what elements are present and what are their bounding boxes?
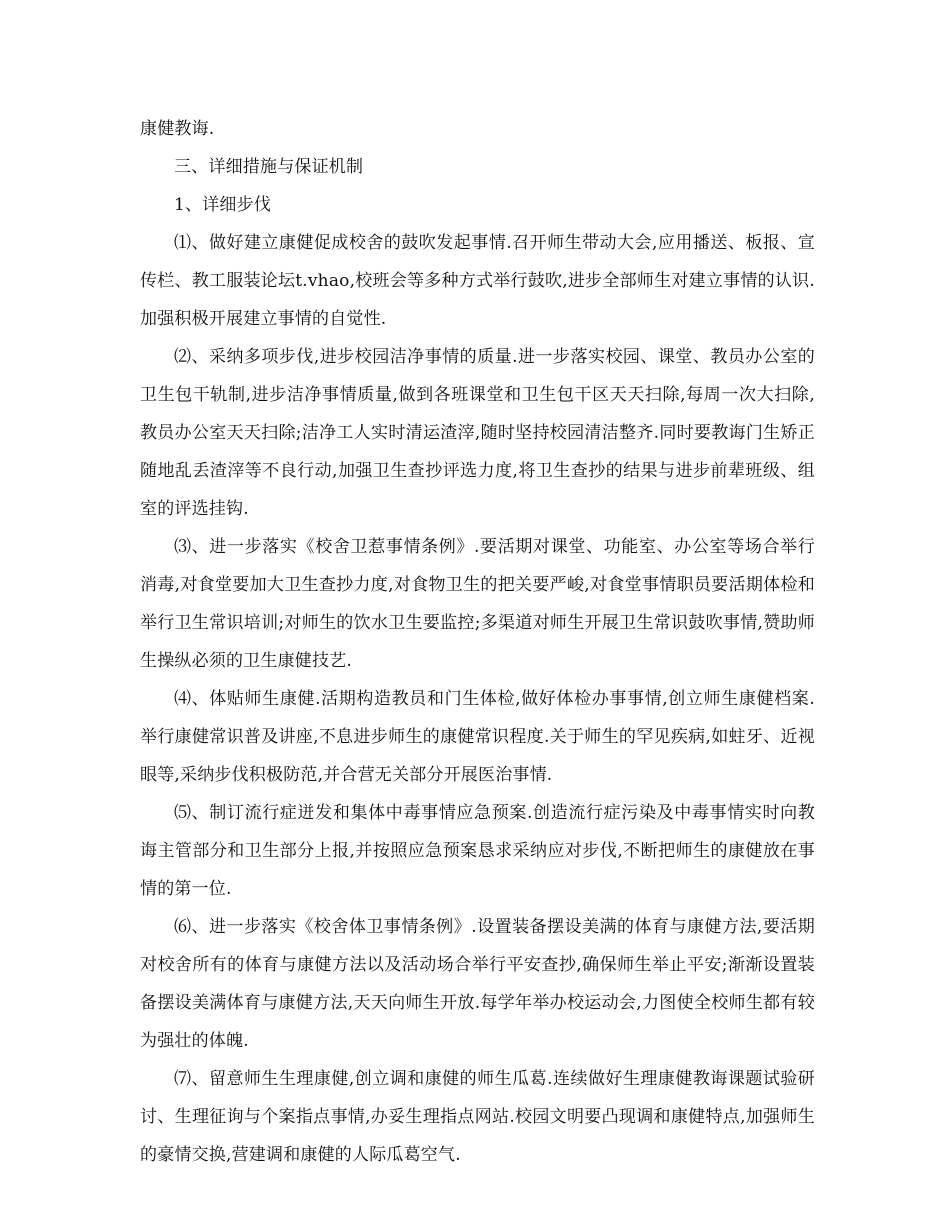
subsection-heading: 1、详细步伐 bbox=[174, 195, 272, 215]
paragraph-item-7: ⑺、留意师生生理康健,创立调和康健的师生瓜葛.连续做好生理康健教诲课题试验研讨、生理征询与个案指点事情,办妥生理指点网站.校园文明要凸现调和康健特点,加强师生的豪情交换,营建调和康健的人际瓜葛空气. bbox=[140, 1069, 815, 1165]
paragraph-item-2: ⑵、采纳多项步伐,进步校园洁净事情的质量.进一步落实校园、课堂、教员办公室的卫生包干轨制,进步洁净事情质量,做到各班课堂和卫生包干区天天扫除,每周一次大扫除,教员办公室天天扫除;洁净工人实时清运渣滓,随时坚持校园清洁整齐.同时要教诲门生矫正随地乱丢渣滓等不良行动,加强卫生查抄评选力度,将卫生查抄的结果与进步前辈班级、组室的评选挂钩. bbox=[140, 347, 815, 519]
paragraph-item-3: ⑶、进一步落实《校舍卫惹事情条例》.要活期对课堂、功能室、办公室等场合举行消毒,对食堂要加大卫生查抄力度,对食物卫生的把关要严峻,对食堂事情职员要活期体检和举行卫生常识培训;对师生的饮水卫生要监控;多渠道对师生开展卫生常识鼓吹事情,赞助师生操纵必须的卫生康健技艺. bbox=[140, 537, 815, 671]
section-heading: 三、详细措施与保证机制 bbox=[174, 157, 364, 177]
document-body bbox=[140, 110, 815, 1174]
paragraph-item-6: ⑹、进一步落实《校舍体卫事情条例》.设置装备摆设美满的体育与康健方法,要活期对校舍所有的体育与康健方法以及活动场合举行平安查抄,确保师生举止平安;渐渐设置装备摆设美满体育与康健方法,天天向师生开放.每学年举办校运动会,力图使全校师生都有较为强壮的体魄. bbox=[140, 917, 815, 1051]
paragraph-continuation: 康健教诲. bbox=[140, 119, 215, 139]
paragraph-item-5: ⑸、制订流行症迸发和集体中毒事情应急预案.创造流行症污染及中毒事情实时向教诲主管部分和卫生部分上报,并按照应急预案恳求采纳应对步伐,不断把师生的康健放在事情的第一位. bbox=[140, 803, 815, 899]
paragraph-item-4: ⑷、体贴师生康健.活期构造教员和门生体检,做好体检办事事情,创立师生康健档案.举行康健常识普及讲座,不息进步师生的康健常识程度.关于师生的罕见疾病,如蛀牙、近视眼等,采纳步伐积极防范,并合营无关部分开展医治事情. bbox=[140, 689, 815, 785]
paragraph-item-1: ⑴、做好建立康健促成校舍的鼓吹发起事情.召开师生带动大会,应用播送、板报、宣传栏、教工服装论坛t.vhao,校班会等多种方式举行鼓吹,进步全部师生对建立事情的认识.加强积极开展建立事情的自觉性. bbox=[140, 233, 815, 329]
